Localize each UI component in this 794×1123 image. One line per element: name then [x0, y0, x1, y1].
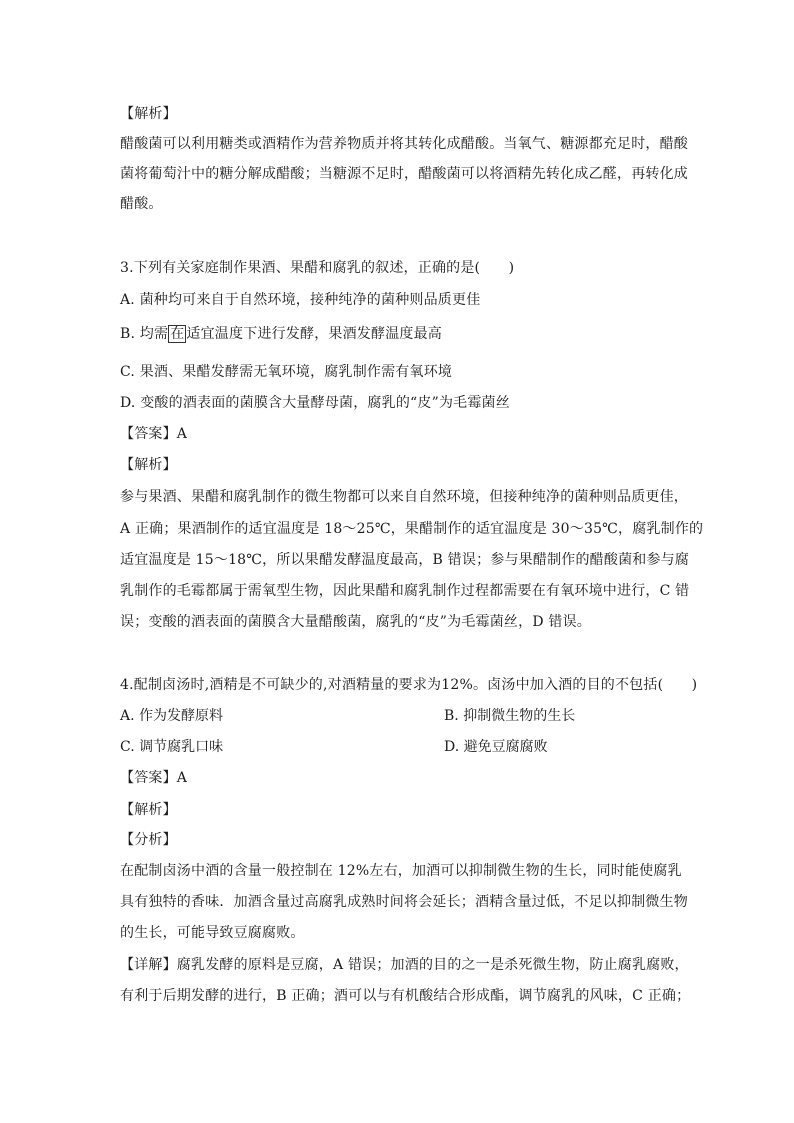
question-3-analysis-line-5: 误；变酸的酒表面的菌膜含大量醋酸菌，腐乳的“皮”为毛霉菌丝，D 错误。 [120, 614, 591, 630]
question-3-option-a: A. 菌种均可来自于自然环境，接种纯净的菌种则品质更佳 [120, 292, 481, 308]
question-4-answer: 【答案】A [120, 770, 188, 786]
question-4-fenxi-heading: 【分析】 [120, 832, 177, 848]
question-3-option-b [120, 324, 442, 344]
question-3-analysis-heading: 【解析】 [120, 457, 177, 473]
question-4-option-c: C. 调节腐乳口味 [120, 739, 224, 755]
question-4-fenxi-line-3: 的生长，可能导致豆腐腐败。 [120, 925, 305, 941]
question-3-stem: 3.下列有关家庭制作果酒、果醋和腐乳的叙述，正确的是( ) [120, 260, 515, 276]
question-4-fenxi-line-1: 在配制卤汤中酒的含量一般控制在 12%左右，加酒可以抑制微生物的生长，同时能使腐乳 [120, 863, 682, 879]
question-4-detail-line-2: 有利于后期发酵的进行，B 正确；酒可以与有机酸结合形成酯，调节腐乳的风味，C 正确； [120, 988, 691, 1004]
question-4-fenxi-line-2: 具有独特的香味．加酒含量过高腐乳成熟时间将会延长；酒精含量过低，不足以抑制微生物 [120, 894, 688, 910]
question-3-analysis-line-1: 参与果酒、果醋和腐乳制作的微生物都可以来自自然环境，但接种纯净的菌种则品质更佳， [120, 489, 688, 505]
question-4-analysis-heading: 【解析】 [120, 802, 177, 818]
question-3-analysis-line-4: 乳制作的毛霉都属于需氧型生物，因此果醋和腐乳制作过程都需要在有氧环境中进行，C 错 [120, 583, 690, 599]
option-b-prefix: B. 均需 [120, 326, 169, 342]
question-3-option-c: C. 果酒、果醋发酵需无氧环境，腐乳制作需有氧环境 [120, 364, 453, 380]
question-4-stem: 4.配制卤汤时,酒精是不可缺少的,对酒精量的要求为12%。卤汤中加入酒的目的不包括( ) [120, 677, 698, 693]
question-3-analysis-line-3: 适宜温度是 15～18℃，所以果醋发酵温度最高，B 错误；参与果醋制作的醋酸菌和参与腐 [120, 552, 690, 568]
analysis-line-2: 菌将葡萄汁中的糖分解成醋酸；当糖源不足时，醋酸菌可以将酒精先转化成乙醛，再转化成 [120, 166, 688, 182]
question-3-answer: 【答案】A [120, 426, 188, 442]
question-3-analysis-line-2: A 正确；果酒制作的适宜温度是 18～25℃，果醋制作的适宜温度是 30～35℃，腐乳制作的 [120, 521, 704, 537]
option-b-boxed-char: 在 [170, 326, 185, 342]
analysis-line-3: 醋酸。 [120, 196, 163, 212]
question-4-option-a: A. 作为发酵原料 [120, 708, 224, 724]
analysis-heading: 【解析】 [120, 106, 177, 122]
question-3-option-d: D. 变酸的酒表面的菌膜含大量酵母菌，腐乳的“皮”为毛霉菌丝 [120, 395, 510, 411]
option-b-suffix: 适宜温度下进行发酵，果酒发酵温度最高 [186, 326, 443, 342]
question-4-option-b: B. 抑制微生物的生长 [444, 708, 576, 724]
question-4-detail-line-1: 【详解】腐乳发酵的原料是豆腐，A 错误；加酒的目的之一是杀死微生物，防止腐乳腐败， [120, 957, 689, 973]
question-4-option-d: D. 避免豆腐腐败 [444, 739, 548, 755]
analysis-line-1: 醋酸菌可以利用糖类或酒精作为营养物质并将其转化成醋酸。当氧气、糖源都充足时，醋酸 [120, 136, 688, 152]
